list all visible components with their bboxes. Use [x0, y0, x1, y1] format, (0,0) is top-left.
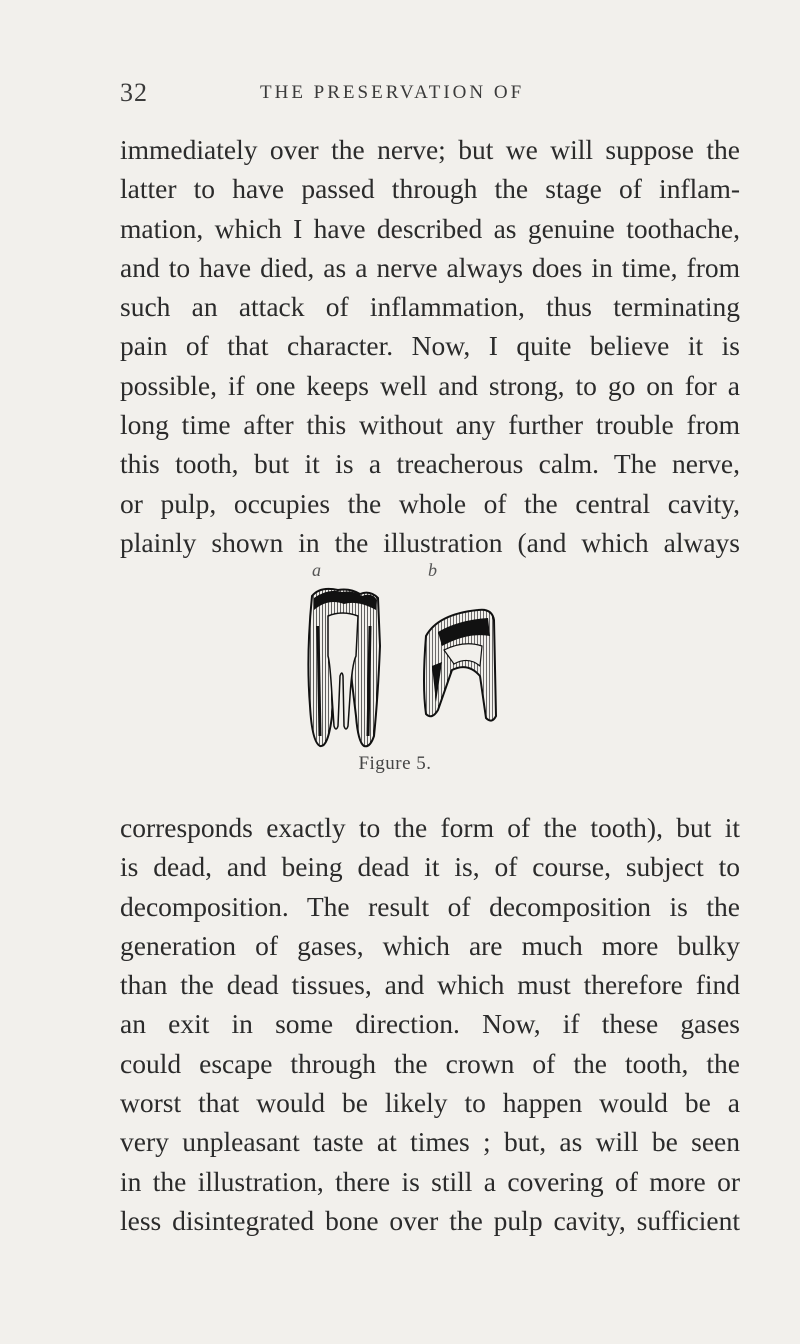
text-line: could escape through the crown of the tooth, the — [120, 1047, 740, 1079]
text-line: immediately over the nerve; but we will suppose the — [120, 134, 740, 165]
figure-5 — [290, 560, 520, 780]
paragraph-1 — [120, 130, 740, 562]
text-line: latter to have passed through the stage of inflam- — [120, 173, 740, 205]
page-header — [120, 78, 720, 114]
figure-caption: Figure 5. — [358, 753, 432, 774]
figure-label-b: b — [428, 560, 437, 580]
text-line: or pulp, occupies the whole of the central cavity, — [120, 487, 740, 519]
text-line: than the dead tissues, and which must therefore find — [120, 969, 740, 1001]
text-line: and to have died, as a nerve always does in time, from — [120, 251, 740, 283]
text-line: such an attack of inflammation, thus terminating — [120, 291, 740, 323]
text-line: worst that would be likely to happen would be a — [120, 1087, 740, 1119]
text-line: possible, if one keeps well and strong, to go on for a — [120, 369, 740, 401]
text-line: decomposition. The result of decomposition is the — [120, 890, 740, 922]
text-line: generation of gases, which are much more bulky — [120, 929, 740, 961]
running-head: THE PRESERVATION OF — [260, 82, 525, 103]
text-line: pain of that character. Now, I quite believe it is — [120, 330, 740, 362]
text-line: mation, which I have described as genuine toothache, — [120, 212, 740, 244]
tooth-section-b-illustration — [408, 606, 504, 726]
page-number: 32 — [120, 78, 148, 107]
text-line: plainly shown in the illustration (and which always — [120, 526, 740, 558]
text-line: corresponds exactly to the form of the tooth), but it — [120, 812, 740, 843]
paragraph-2 — [120, 808, 740, 1240]
tooth-section-a-illustration — [298, 586, 390, 750]
figure-label-a: a — [312, 560, 321, 580]
text-line: very unpleasant taste at times ; but, as will be seen — [120, 1126, 740, 1158]
text-line: less disintegrated bone over the pulp cavity, sufficient — [120, 1204, 740, 1236]
text-line: an exit in some direction. Now, if these gases — [120, 1008, 740, 1040]
text-line: this tooth, but it is a treacherous calm. The nerve, — [120, 448, 740, 480]
text-line: long time after this without any further trouble from — [120, 409, 740, 441]
text-line: is dead, and being dead it is, of course, subject to — [120, 851, 740, 883]
text-line: in the illustration, there is still a covering of more or — [120, 1165, 740, 1197]
